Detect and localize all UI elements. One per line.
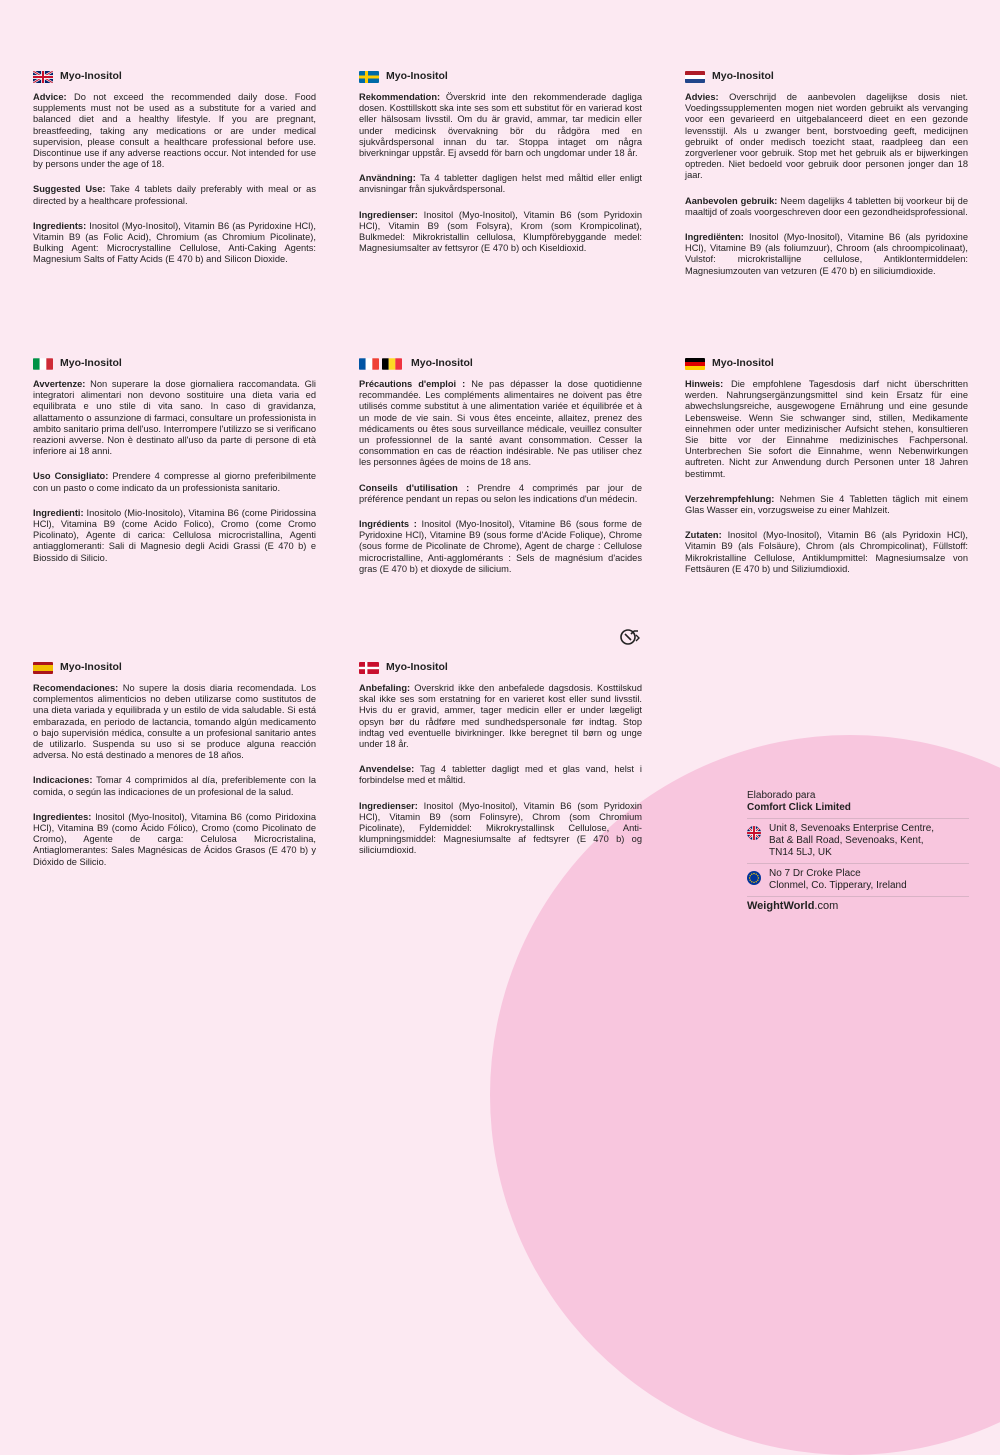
use-text: Tomar 4 comprimidos al día, preferiblemente con la comida, o según las indicaciones de un profesional de la salud. <box>33 775 316 797</box>
ingredients-label: Ingrédients : <box>359 519 417 530</box>
ingredients-label: Ingredienser: <box>359 209 418 220</box>
use-text: Neem dagelijks 4 tabletten bij voorkeur bij de maaltijd of zoals voorgeschreven door een gezondheidsprofessional. <box>685 195 969 217</box>
advice-text: Do not exceed the recommended daily dose. Food supplements must not be used as a substitute for a varied and balanced diet and a healthy lifestyle. If you are pregnant, breastfeeding, taking any medications or are under medical supervision, please consult a healthcare professional before use. Discontinue use if any adverse reactions occur. Not intended for use by persons under the age of 18. <box>33 92 316 170</box>
italy-flag-icon <box>33 358 53 370</box>
ingredients-paragraph <box>685 232 968 277</box>
advice-paragraph <box>685 92 968 182</box>
use-paragraph <box>685 196 968 218</box>
ingredients-text: Inositol (Myo-Inositol), Vitamin B6 (som Pyridoxin HCl), Vitamin B9 (som Folinsyre), Chrom (som Chromium Picolinate), Fyldemiddel: Mikrokrystallinsk Cellulose, Anti-klumpningsmiddel: Magnesiumsalte af fedtsyrer (E 470 b) og siliciumdioxid. <box>359 800 642 856</box>
use-paragraph <box>33 184 316 206</box>
ingredients-label: Ingredienser: <box>359 800 418 811</box>
uk-flag-icon <box>747 826 761 840</box>
section-header <box>359 70 642 84</box>
advice-text: Ne pas dépasser la dose quotidienne recommandée. Les compléments alimentaires ne doivent pas être utilisés comme substitut à une alimentation variée et équilibrée et à un mode de vie sain. Si vous êtes enceinte, allaitez, prenez des médicaments ou êtes sous surveillance médicale, veuillez consulter un professionnel de la santé avant consommation. Cesser la consommation en cas de réaction indésirable. Ne pas utiliser chez les personnes âgées de moins de 18 ans. <box>359 379 642 468</box>
use-text: Ta 4 tabletter dagligen helst med måltid eller enligt anvisningar från sjukvårdspersonal. <box>359 173 642 195</box>
ingredients-label: Ingredienti: <box>33 507 84 518</box>
ingredients-text: Inositol (Myo-Inositol), Vitamine B6 (als pyridoxine HCl), Vitamine B9 (als foliumzuur), Chroom (als chroompicolinaat), Vulstof: microkristallijne cellulose, Antiklontermiddelen: Magnesiumzouten van vetzuren (E 470 b) en siliciumdioxide. <box>685 232 968 276</box>
advice-label: Anbefaling: <box>359 683 411 693</box>
section-header <box>359 357 642 371</box>
use-paragraph <box>33 775 316 797</box>
advice-paragraph <box>33 379 316 457</box>
section-english <box>33 70 316 280</box>
ingredients-paragraph <box>359 519 642 575</box>
section-header <box>33 661 316 675</box>
product-title: Myo-Inositol <box>60 70 122 83</box>
advice-text: Non superare la dose giornaliera raccomandata. Gli integratori alimentari non devono sostituire una dieta varia ed equilibrata e uno stile di vita sano. In caso di gravidanza, allattamento o assunzione di farmaci, consultare un professionista in ambito sanitario prima dell'uso. Interrompere l'utilizzo se si verificano reazioni avverse. Non è destinato all'uso da parte di persone di età inferiore ai 18 anni. <box>33 379 316 457</box>
eu-address <box>769 868 907 892</box>
ingredients-text: Inositol (Myo-Inositol), Vitamine B6 (sous forme de Pyridoxine HCl), Vitamine B9 (sous forme d'Acide Folique), Chrome (sous forme de Picolinate de Chrome), Agent de charge : Cellulose microcristalline, Anti-agglomérants : Sels de magnésium d'acides gras (E 470 b) et dioxyde de silicium. <box>359 519 642 574</box>
product-title: Myo-Inositol <box>712 357 774 370</box>
flag-group <box>359 358 405 370</box>
sweden-flag-icon <box>359 71 379 83</box>
address-line: Clonmel, Co. Tipperary, Ireland <box>769 880 907 891</box>
section-header <box>685 70 968 84</box>
uk-address-row <box>747 818 969 863</box>
use-text: Tag 4 tabletter dagligt med et glas vand, helst i forbindelse med et måltid. <box>359 764 642 786</box>
section-spanish <box>33 661 316 882</box>
advice-label: Précautions d'emploi : <box>359 379 466 389</box>
site-domain: .com <box>814 900 839 912</box>
advice-paragraph <box>33 92 316 170</box>
advice-label: Recomendaciones: <box>33 683 119 693</box>
ingredients-label: Zutaten: <box>685 530 722 541</box>
use-label: Användning: <box>359 173 416 184</box>
section-italian <box>33 357 316 578</box>
ingredients-label: Ingredientes: <box>33 811 92 822</box>
eu-flag-icon <box>747 871 761 885</box>
use-text: Nehmen Sie 4 Tabletten täglich mit einem Glas Wasser ein, vorzugsweise zu einer Mahlzeit. <box>685 493 968 516</box>
uk-address <box>769 823 934 859</box>
section-german <box>685 357 968 589</box>
ingredients-paragraph <box>359 210 642 255</box>
use-label: Anvendelse: <box>359 764 415 775</box>
ingredients-label: Ingredients: <box>33 220 87 231</box>
product-title: Myo-Inositol <box>712 70 774 83</box>
address-line: TN14 5LJ, UK <box>769 847 832 858</box>
advice-label: Advies: <box>685 92 719 102</box>
triman-recycle-icon <box>619 626 641 646</box>
ingredients-text: Inositol (Myo-Inositol), Vitamin B6 (als Pyridoxin HCl), Vitamin B9 (als Folsäure), Chrom (als Chrompicolinat), Füllstoff: Mikrokristalline Cellulose, Antiklumpmittel: Magnesiumsalze von Fettsäuren (E 470 b) und Siliziumdioxid. <box>685 530 968 574</box>
denmark-flag-icon <box>359 662 379 674</box>
website-link[interactable] <box>747 896 969 912</box>
advice-label: Avvertenze: <box>33 379 86 389</box>
use-label: Uso Consigliato: <box>33 471 109 482</box>
site-brand: WeightWorld <box>747 900 815 912</box>
made-for-label: Elaborado para <box>747 790 816 801</box>
spain-flag-icon <box>33 662 53 674</box>
ingredients-text: Inositol (Myo-Inositol), Vitamin B6 (as Pyridoxine HCl), Vitamin B9 (as Folic Acid), Chromium (as Chromium Picolinate), Bulking Agent: Microcrystalline Cellulose, Anti-Caking Agents: Magnesium Salts of Fatty Acids (E 470 b) and Silicon Dioxide. <box>33 220 316 265</box>
ingredients-paragraph <box>359 801 642 857</box>
advice-text: No supere la dosis diaria recomendada. Los complementos alimenticios no deben utilizarse como sustitutos de una dieta variada y equilibrada y un estilo de vida saludable. Si está embarazada, en periodo de lactancia, tomando algún medicamento o bajo supervisión médica, consulte a un profesional sanitario antes de utilizarlo. Suspenda su uso si se produce alguna reacción adversa. No está destinado a menores de 18 años. <box>33 683 316 761</box>
ingredients-label: Ingrediënten: <box>685 232 744 243</box>
use-label: Verzehrempfehlung: <box>685 493 775 504</box>
advice-text: Overschrijd de aanbevolen dagelijkse dosis niet. Voedingssupplementen mogen niet worden gebruikt als vervanging voor een gevarieerd en uitgebalanceerd dieet en een gezonde levensstijl. Als u zwanger bent, borstvoeding geeft, medicijnen gebruikt of onder medisch toezicht staat, raadpleeg dan een zorgverlener voor gebruik. Stop met het gebruik als er bijwerkingen optreden. Niet bedoeld voor gebruik door personen jonger dan 18 jaar. <box>685 92 968 181</box>
use-text: Take 4 tablets daily preferably with meal or as directed by a healthcare professional. <box>33 184 316 206</box>
advice-label: Advice: <box>33 92 67 102</box>
use-label: Aanbevolen gebruik: <box>685 195 778 206</box>
address-line: Bat & Ball Road, Sevenoaks, Kent, <box>769 835 924 846</box>
advice-paragraph <box>685 379 968 480</box>
product-title: Myo-Inositol <box>60 661 122 674</box>
product-title: Myo-Inositol <box>411 357 473 370</box>
advice-paragraph <box>33 683 316 761</box>
belgium-flag-icon <box>382 358 402 370</box>
use-label: Conseils d'utilisation : <box>359 482 470 493</box>
company-name: Comfort Click Limited <box>747 802 851 813</box>
address-line: Unit 8, Sevenoaks Enterprise Centre, <box>769 823 935 834</box>
advice-text: Överskrid inte den rekommenderade dagliga dosen. Kosttillskott ska inte ses som ett substitut för en varierad kost eller hälsosam livsstil. Om du är gravid, ammar, tar medicin eller under medicinsk övervakning bör du rådgöra med en sjukvårdspersonal innan du tar. Stoppa intaget om några biverkningar uppstår. Ej avsedd för barn och ungdomar under 18 år. <box>359 92 642 159</box>
ingredients-paragraph <box>33 221 316 266</box>
use-label: Suggested Use: <box>33 184 106 195</box>
manufacturer-info <box>747 790 969 912</box>
uk-flag-icon <box>33 71 53 83</box>
ingredients-text: Inositolo (Mio-Inositolo), Vitamina B6 (come Piridossina HCl), Vitamina B9 (come Acido Folico), Cromo (come Cromo Picolinato), Agente di carica: Cellulosa microcristallina, Agenti antiagglomeranti: Sali di Magnesio degli Acidi Grassi (E 470 b) e Biossido di Silicio. <box>33 507 316 563</box>
section-header <box>685 357 968 371</box>
ingredients-paragraph <box>33 812 316 868</box>
advice-text: Die empfohlene Tagesdosis darf nicht überschritten werden. Nahrungsergänzungsmittel sind kein Ersatz für eine abwechslungsreiche, ausgewogene Ernährung und eine gesunde Lebensweise. Wenn Sie schwanger sind, stillen, Medikamente einnehmen oder unter medizinischer Aufsicht stehen, konsultieren Sie bitte vor der Einnahme medizinisches Fachpersonal. Unterbrechen Sie sofort die Einnahme, wenn Nebenwirkungen auftreten. Nicht zur Anwendung durch Personen unter 18 Jahren bestimmt. <box>685 379 968 479</box>
ingredients-text: Inositol (Myo-Inositol), Vitamina B6 (como Piridoxina HCl), Vitamina B9 (como Ácido Fólico), Cromo (como Picolinato de Cromo), Agente de carga: Celulosa Microcristalina, Antiaglomerantes: Sales Magnésicas de Ácidos Grasos (E 470 b) y Dióxido de Silicio. <box>33 811 316 867</box>
advice-paragraph <box>359 379 642 469</box>
ingredients-text: Inositol (Myo-Inositol), Vitamin B6 (som Pyridoxin HCl), Vitamin B9 (som Folsyra), Krom (som Krompicolinat), Bulkmedel: Mikrokristallin cellulosa, Klumpförebyggande medel: Magnesiumsalter av fettsyror (E 470 b) och Kiseldioxid. <box>359 209 642 254</box>
section-dutch <box>685 70 968 291</box>
advice-label: Hinweis: <box>685 379 724 389</box>
section-danish <box>359 661 642 871</box>
product-title: Myo-Inositol <box>60 357 122 370</box>
netherlands-flag-icon <box>685 71 705 83</box>
eu-address-row <box>747 863 969 896</box>
use-text: Prendre 4 comprimés par jour de préférence pendant un repas ou selon les indications d'un médecin. <box>359 482 642 504</box>
advice-paragraph <box>359 683 642 750</box>
product-title: Myo-Inositol <box>386 661 448 674</box>
france-flag-icon <box>359 358 379 370</box>
section-header <box>33 357 316 371</box>
section-swedish <box>359 70 642 268</box>
advice-paragraph <box>359 92 642 159</box>
section-french <box>359 357 642 589</box>
product-title: Myo-Inositol <box>386 70 448 83</box>
ingredients-paragraph <box>685 530 968 575</box>
use-paragraph <box>685 494 968 516</box>
use-paragraph <box>359 764 642 786</box>
address-line: No 7 Dr Croke Place <box>769 868 861 879</box>
use-paragraph <box>33 471 316 493</box>
use-text: Prendere 4 compresse al giorno preferibilmente con un pasto o come indicato da un professionista sanitario. <box>33 471 317 493</box>
advice-label: Rekommendation: <box>359 92 441 102</box>
section-header <box>33 70 316 84</box>
use-label: Indicaciones: <box>33 775 93 786</box>
germany-flag-icon <box>685 358 705 370</box>
ingredients-paragraph <box>33 508 316 564</box>
section-header <box>359 661 642 675</box>
use-paragraph <box>359 483 642 505</box>
advice-text: Overskrid ikke den anbefalede dagsdosis. Kosttilskud skal ikke ses som erstatning for en varieret kost eller sund livsstil. Hvis du er gravid, ammer, tager medicin eller er under lægeligt opsyn bør du rådføre med sundhedspersonale før indtag. Stop indtag ved eventuelle bivirkninger. Ikke beregnet til børn og unge under 18 år. <box>359 683 642 750</box>
use-paragraph <box>359 173 642 195</box>
